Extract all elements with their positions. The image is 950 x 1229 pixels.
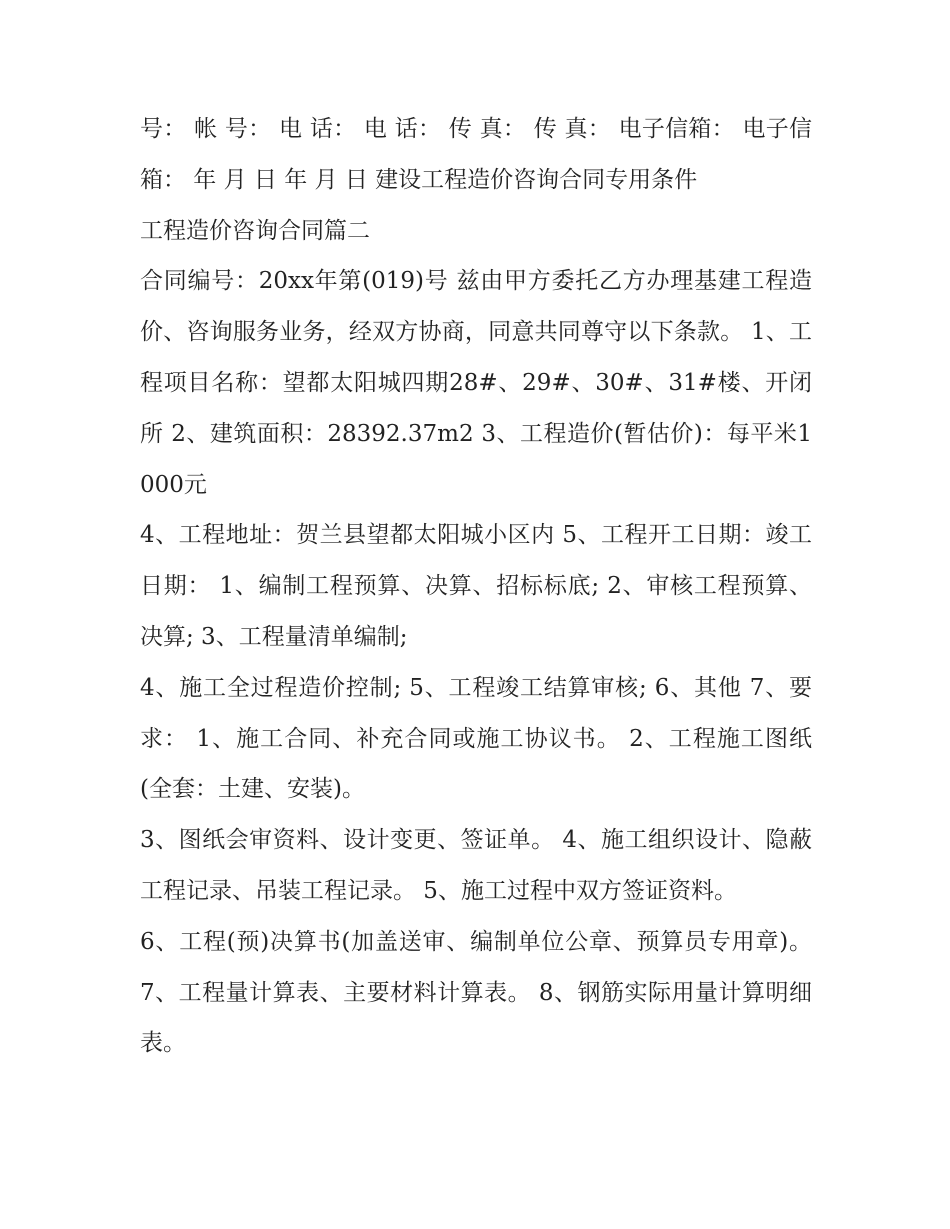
paragraph-contact-fields: 号： 帐 号： 电 话： 电 话： 传 真： 传 真： 电子信箱： 电子信箱： 年 月 日 年 月 日 建设工程造价咨询合同专用条件 — [140, 116, 812, 193]
paragraph-settlement-books: 6、工程(预)决算书(加盖送审、编制单位公章、预算员专用章)。 7、工程量计算表、主要材料计算表。 8、钢筋实际用量计算明细表。 — [140, 928, 812, 1057]
paragraph-cost-control: 4、施工全过程造价控制; 5、工程竣工结算审核; 6、其他 7、要求： 1、施工合同、补充合同或施工协议书。 2、工程施工图纸(全套：土建、安装)。 — [140, 674, 812, 803]
paragraph-project-address: 4、工程地址：贺兰县望都太阳城小区内 5、工程开工日期：竣工日期： 1、编制工程预算、决算、招标标底; 2、审核工程预算、决算; 3、工程量清单编制; — [140, 522, 812, 650]
document-body — [140, 104, 812, 1069]
section-heading: 工程造价咨询合同篇二 — [140, 217, 370, 244]
paragraph-review-materials: 3、图纸会审资料、设计变更、签证单。 4、施工组织设计、隐蔽工程记录、吊装工程记录。 5、施工过程中双方签证资料。 — [140, 827, 812, 904]
paragraph-contract-intro: 合同编号：20xx年第(019)号 兹由甲方委托乙方办理基建工程造价、咨询服务业务，经双方协商，同意共同尊守以下条款。 1、工程项目名称：望都太阳城四期28#、29#、30#、31#楼、开闭所 2、建筑面积：28392.37m2 3、工程造价(暂估价)：每平米1000元 — [140, 268, 812, 498]
